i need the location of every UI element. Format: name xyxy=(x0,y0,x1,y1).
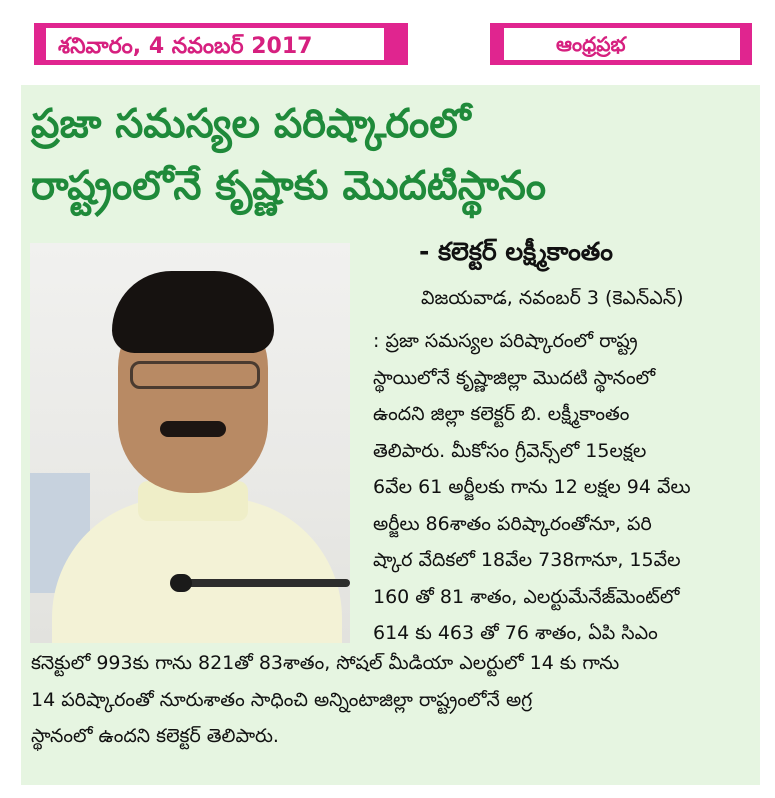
body-line: 14 పరిష్కారంతో నూరుశాతం సాధించి అన్నింటాజిల్లా రాష్ట్రంలోనే అగ్ర xyxy=(31,688,533,711)
microphone-stand xyxy=(176,579,350,587)
body-line: అర్జీలు 86శాతం పరిష్కారంతోనూ, పరి xyxy=(373,512,652,535)
photo-mustache xyxy=(160,421,226,437)
newspaper-banner xyxy=(490,23,752,65)
dateline: విజయవాడ, నవంబర్ 3 (కెఎన్ఎన్) xyxy=(421,287,684,309)
body-line: ఉందని జిల్లా కలెక్టర్ బి. లక్ష్మీకాంతం xyxy=(373,403,630,425)
body-line: 160 తో 81 శాతం, ఎలర్టుమేనేజ్‌మెంట్‌లో xyxy=(373,585,680,608)
body-line: తెలిపారు. మీకోసం గ్రీవెన్స్‌లో 15లక్షల xyxy=(373,439,647,462)
headline xyxy=(31,93,751,217)
article-body-column xyxy=(373,323,753,652)
body-line: స్థానంలో ఉందని కలెక్టర్ తెలిపారు. xyxy=(31,725,279,747)
date-banner xyxy=(34,23,408,65)
body-line: ష్కార వేదికలో 18వేల 738గానూ, 15వేల xyxy=(373,549,681,571)
headline-line-1: ప్రజా సమస్యల పరిష్కారంలో xyxy=(31,101,471,147)
publication-date: శనివారం, 4 నవంబర్ 2017 xyxy=(46,28,384,60)
photo-hair xyxy=(112,271,274,353)
body-line: 614 కు 463 తో 76 శాతం, ఏపి సిఎం xyxy=(373,622,658,644)
photo-glasses xyxy=(130,361,260,389)
body-line: 6వేల 61 అర్జీలకు గాను 12 లక్షల 94 వేలు xyxy=(373,476,691,498)
article-box xyxy=(21,85,760,785)
newspaper-name: ఆంధ్రప్రభ xyxy=(504,28,740,60)
microphone-icon xyxy=(170,574,192,592)
article-body-full-width xyxy=(31,645,751,755)
body-line: : ప్రజా సమస్యల పరిష్కారంలో రాష్ట్ర xyxy=(373,330,638,352)
collector-photo xyxy=(30,243,350,643)
body-line: కనెక్టులో 993కు గాను 821తో 83శాతం, సోషల్ మీడియా ఎలర్టులో 14 కు గాను xyxy=(31,652,620,674)
headline-line-2: రాష్ట్రంలోనే కృష్ణాకు మొదటిస్థానం xyxy=(31,163,547,209)
body-line: స్థాయిలోనే కృష్ణాజిల్లా మొదటి స్థానంలో xyxy=(373,366,656,389)
byline: - కలెక్టర్ లక్ష్మీకాంతం xyxy=(419,237,613,266)
